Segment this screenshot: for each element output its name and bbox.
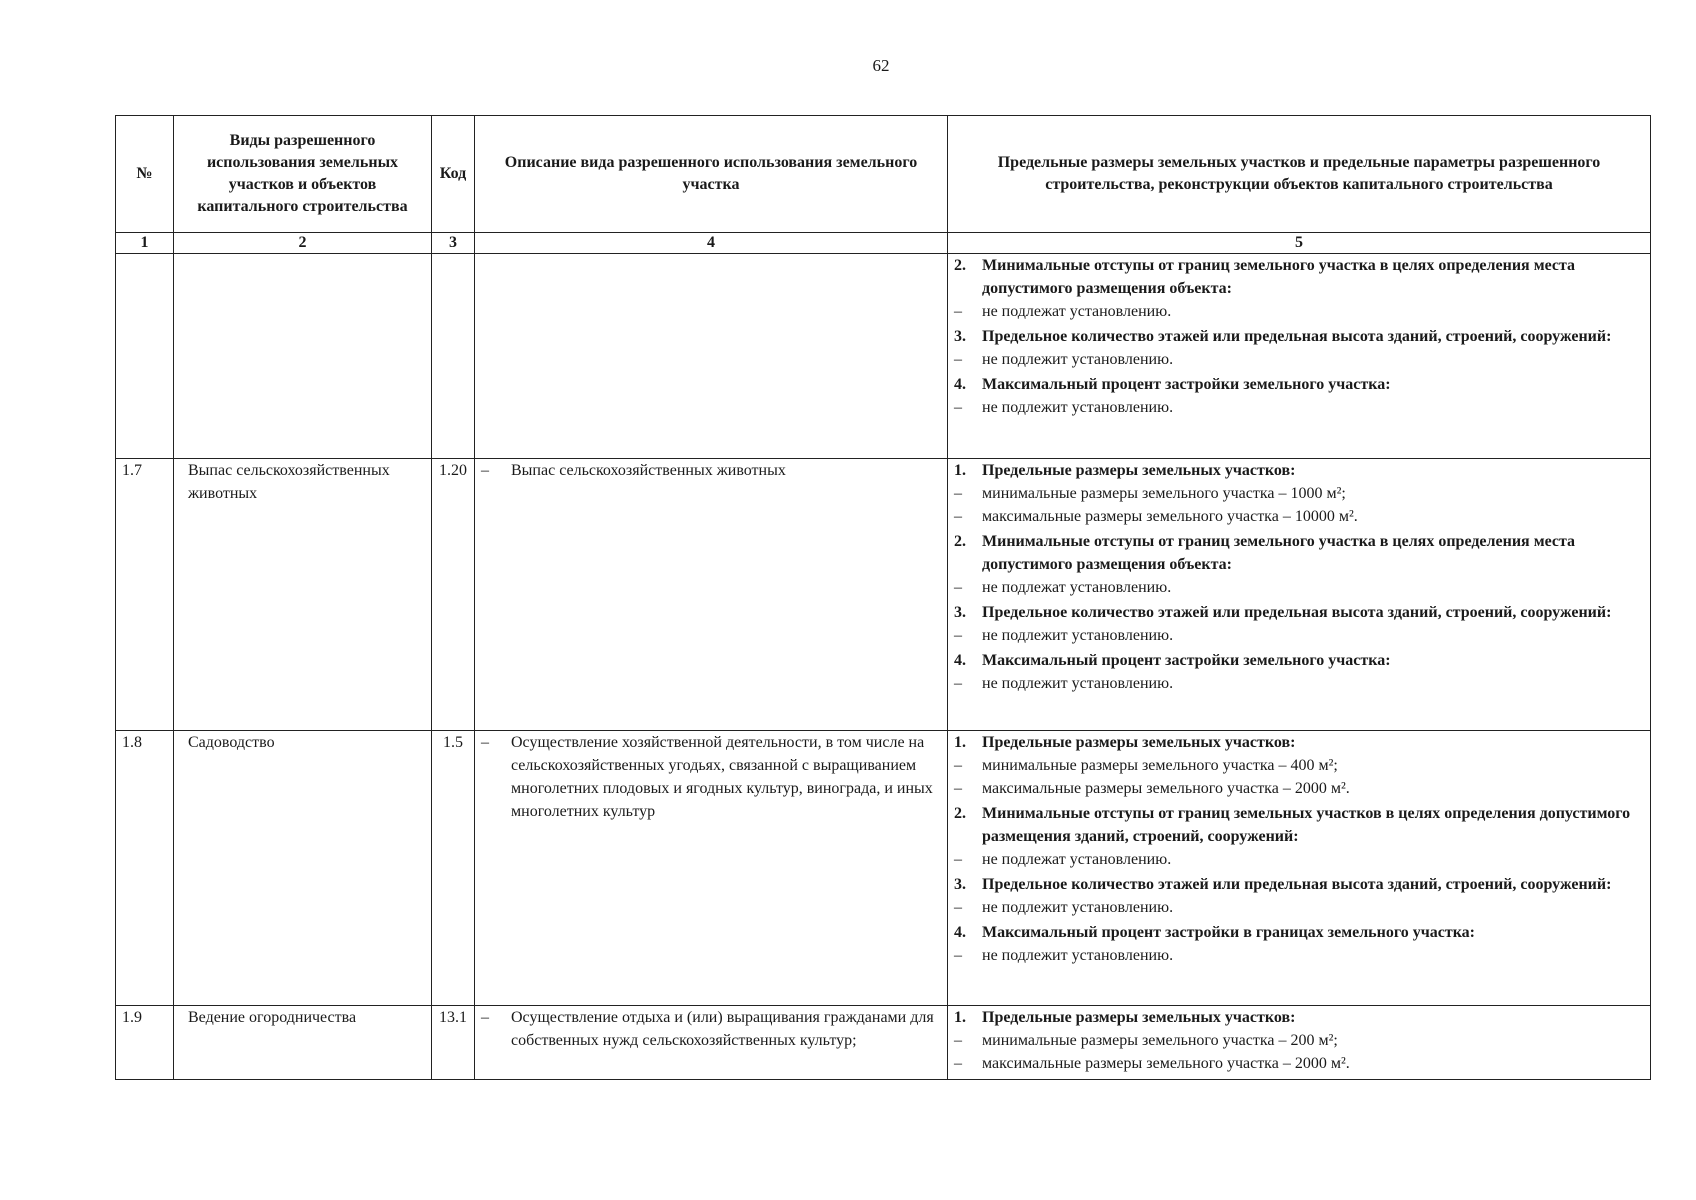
parameter-title: Предельное количество этажей или предельная высота зданий, строений, сооружений: — [982, 328, 1612, 345]
dash-marker: – — [954, 851, 962, 868]
table-row — [116, 731, 1651, 1006]
parameter-value-text: минимальные размеры земельного участка – 400 м²; — [982, 757, 1338, 774]
row-code: 13.1 — [432, 1006, 475, 1080]
parameter-value-text: не подлежит установлению. — [982, 675, 1174, 692]
description-text: Осуществление отдыха и (или) выращивания гражданами для собственных нужд сельскохозяйственных культур; — [511, 1009, 934, 1049]
parameter-index: 4. — [954, 652, 966, 669]
parameter-value-text: не подлежит установлению. — [982, 947, 1174, 964]
header-code: Код — [432, 116, 475, 233]
row-description — [475, 1006, 948, 1080]
row-description — [475, 459, 948, 731]
parameter-heading — [954, 1006, 1644, 1029]
parameter-title: Максимальный процент застройки в границах земельного участка: — [982, 924, 1475, 941]
dash-marker: – — [954, 780, 962, 797]
dash-marker: – — [954, 1032, 962, 1049]
parameter-value-text: не подлежат установлению. — [982, 579, 1172, 596]
parameter-index: 3. — [954, 876, 966, 893]
parameter-value-text: не подлежит установлению. — [982, 627, 1174, 644]
parameter-value — [954, 777, 1644, 800]
parameter-heading — [954, 325, 1644, 348]
row-number: 1.8 — [116, 731, 174, 1006]
dash-marker: – — [481, 462, 489, 479]
row-parameters — [948, 731, 1651, 1006]
row-code: 1.5 — [432, 731, 475, 1006]
parameter-index: 2. — [954, 533, 966, 550]
parameter-value-text: не подлежат установлению. — [982, 851, 1172, 868]
parameter-index: 3. — [954, 604, 966, 621]
parameter-heading — [954, 530, 1644, 576]
parameter-value-text: минимальные размеры земельного участка – 200 м²; — [982, 1032, 1338, 1049]
dash-marker: – — [954, 399, 962, 416]
parameter-index: 1. — [954, 1009, 966, 1026]
parameter-heading — [954, 649, 1644, 672]
parameter-title: Максимальный процент застройки земельного участка: — [982, 376, 1391, 393]
parameter-title: Минимальные отступы от границ земельного участка в целях определения места допустимого размещения объекта: — [982, 257, 1576, 297]
row-code: 1.20 — [432, 459, 475, 731]
dash-marker: – — [954, 579, 962, 596]
parameter-value-text: не подлежит установлению. — [982, 899, 1174, 916]
parameter-heading — [954, 731, 1644, 754]
parameter-index: 1. — [954, 734, 966, 751]
parameter-value — [954, 396, 1644, 419]
dash-marker: – — [954, 627, 962, 644]
column-number: 4 — [475, 233, 948, 254]
parameter-value-text: максимальные размеры земельного участка – 2000 м². — [982, 1055, 1350, 1072]
column-number: 2 — [174, 233, 432, 254]
header-number: № — [116, 116, 174, 233]
parameter-title: Предельные размеры земельных участков: — [982, 734, 1296, 751]
parameter-value-text: не подлежит установлению. — [982, 399, 1174, 416]
parameter-title: Минимальные отступы от границ земельных участков в целях определения допустимого размещения зданий, строений, сооружений: — [982, 805, 1631, 845]
row-parameters — [948, 254, 1651, 459]
dash-marker: – — [954, 675, 962, 692]
row-description — [475, 731, 948, 1006]
parameter-heading — [954, 459, 1644, 482]
header-use-types: Виды разрешенного использования земельных участков и объектов капитального строительства — [174, 116, 432, 233]
dash-marker: – — [954, 351, 962, 368]
parameter-value — [954, 505, 1644, 528]
parameter-value-text: не подлежит установлению. — [982, 351, 1174, 368]
row-number: 1.7 — [116, 459, 174, 731]
parameter-value — [954, 482, 1644, 505]
description-text: Выпас сельскохозяйственных животных — [511, 462, 786, 479]
row-number — [116, 254, 174, 459]
parameter-value — [954, 672, 1644, 695]
page-number: 62 — [872, 56, 890, 75]
parameter-title: Предельное количество этажей или предельная высота зданий, строений, сооружений: — [982, 876, 1612, 893]
parameter-index: 4. — [954, 376, 966, 393]
parameter-value — [954, 754, 1644, 777]
parameter-value-text: максимальные размеры земельного участка – 10000 м². — [982, 508, 1358, 525]
row-use-type: Садоводство — [174, 731, 432, 1006]
parameter-index: 4. — [954, 924, 966, 941]
parameter-heading — [954, 802, 1644, 848]
dash-marker: – — [954, 1055, 962, 1072]
description-item — [481, 731, 941, 823]
row-parameters — [948, 1006, 1651, 1080]
column-number: 1 — [116, 233, 174, 254]
parameter-value — [954, 944, 1644, 967]
row-description — [475, 254, 948, 459]
parameter-value — [954, 896, 1644, 919]
parameter-value-text: максимальные размеры земельного участка – 2000 м². — [982, 780, 1350, 797]
parameter-heading — [954, 254, 1644, 300]
parameter-index: 1. — [954, 462, 966, 479]
parameter-heading — [954, 373, 1644, 396]
parameter-index: 3. — [954, 328, 966, 345]
row-number: 1.9 — [116, 1006, 174, 1080]
parameter-value — [954, 848, 1644, 871]
table-row — [116, 459, 1651, 731]
parameter-value — [954, 300, 1644, 323]
row-code — [432, 254, 475, 459]
parameter-title: Минимальные отступы от границ земельного участка в целях определения места допустимого размещения объекта: — [982, 533, 1576, 573]
parameter-value — [954, 348, 1644, 371]
header-parameters: Предельные размеры земельных участков и предельные параметры разрешенного строительства, реконструкции объектов капитального строительства — [948, 116, 1651, 233]
parameter-value — [954, 624, 1644, 647]
header-description: Описание вида разрешенного использования земельного участка — [475, 116, 948, 233]
table-row — [116, 1006, 1651, 1080]
parameter-heading — [954, 601, 1644, 624]
parameter-value — [954, 1029, 1644, 1052]
description-text: Осуществление хозяйственной деятельности, в том числе на сельскохозяйственных угодьях, связанной с выращиванием многолетних плодовых и ягодных культур, винограда, и иных многолетних культур — [511, 734, 933, 820]
row-use-type: Ведение огородничества — [174, 1006, 432, 1080]
column-number: 3 — [432, 233, 475, 254]
parameter-value-text: минимальные размеры земельного участка – 1000 м²; — [982, 485, 1346, 502]
description-item — [481, 1006, 941, 1052]
dash-marker: – — [954, 485, 962, 502]
parameter-title: Предельные размеры земельных участков: — [982, 462, 1296, 479]
dash-marker: – — [481, 734, 489, 751]
parameter-title: Максимальный процент застройки земельного участка: — [982, 652, 1391, 669]
dash-marker: – — [954, 899, 962, 916]
column-number-row — [116, 233, 1651, 254]
parameter-value — [954, 576, 1644, 599]
dash-marker: – — [954, 303, 962, 320]
column-number: 5 — [948, 233, 1651, 254]
parameter-heading — [954, 921, 1644, 944]
row-use-type — [174, 254, 432, 459]
dash-marker: – — [954, 947, 962, 964]
table-header-row — [116, 116, 1651, 233]
parameter-index: 2. — [954, 805, 966, 822]
dash-marker: – — [954, 757, 962, 774]
parameter-value-text: не подлежат установлению. — [982, 303, 1172, 320]
row-use-type: Выпас сельскохозяйственных животных — [174, 459, 432, 731]
land-use-table — [115, 115, 1651, 1080]
parameter-value — [954, 1052, 1644, 1075]
row-parameters — [948, 459, 1651, 731]
dash-marker: – — [954, 508, 962, 525]
description-item — [481, 459, 941, 482]
parameter-heading — [954, 873, 1644, 896]
parameter-title: Предельные размеры земельных участков: — [982, 1009, 1296, 1026]
table-row — [116, 254, 1651, 459]
parameter-title: Предельное количество этажей или предельная высота зданий, строений, сооружений: — [982, 604, 1612, 621]
dash-marker: – — [481, 1009, 489, 1026]
parameter-index: 2. — [954, 257, 966, 274]
